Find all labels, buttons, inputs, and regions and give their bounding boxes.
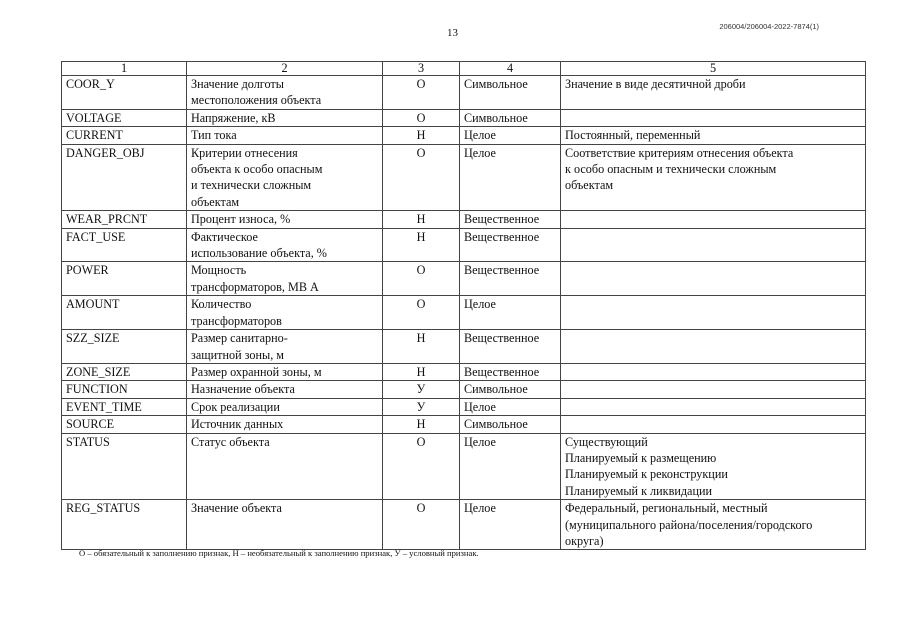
table-body bbox=[62, 76, 866, 550]
field-description-cell bbox=[187, 330, 383, 364]
values-cell bbox=[561, 416, 866, 433]
requirement-cell: О bbox=[383, 144, 460, 211]
values-cell bbox=[561, 296, 866, 330]
column-header: 1 bbox=[62, 62, 187, 76]
cell-line: использование объекта, % bbox=[191, 246, 327, 261]
cell-line: (муниципального района/поселения/городского bbox=[565, 517, 813, 532]
column-header: 3 bbox=[383, 62, 460, 76]
requirement-cell: У bbox=[383, 398, 460, 415]
field-description-cell bbox=[187, 416, 383, 433]
cell-line: Источник данных bbox=[191, 417, 284, 432]
field-description-cell bbox=[187, 144, 383, 211]
field-code-cell: DANGER_OBJ bbox=[62, 144, 187, 211]
field-description-cell bbox=[187, 363, 383, 380]
column-header: 5 bbox=[561, 62, 866, 76]
attributes-table bbox=[61, 61, 866, 550]
cell-line: Напряжение, кВ bbox=[191, 110, 276, 125]
requirement-cell: Н bbox=[383, 363, 460, 380]
cell-line: Фактическое bbox=[191, 229, 258, 244]
field-description-cell bbox=[187, 211, 383, 228]
values-cell bbox=[561, 144, 866, 211]
cell-line: Критерии отнесения bbox=[191, 145, 298, 160]
field-code-cell: VOLTAGE bbox=[62, 109, 187, 126]
values-cell bbox=[561, 109, 866, 126]
cell-line: Планируемый к размещению bbox=[565, 450, 717, 465]
data-type-cell: Символьное bbox=[460, 381, 561, 398]
cell-line: Размер санитарно- bbox=[191, 331, 288, 346]
field-code-cell: POWER bbox=[62, 262, 187, 296]
page-number: 13 bbox=[447, 27, 458, 39]
data-type-cell: Символьное bbox=[460, 109, 561, 126]
table-row bbox=[62, 500, 866, 550]
data-type-cell: Вещественное bbox=[460, 363, 561, 380]
cell-line: округа) bbox=[565, 533, 604, 548]
requirement-cell: Н bbox=[383, 127, 460, 144]
data-type-cell: Вещественное bbox=[460, 228, 561, 262]
data-type-cell: Символьное bbox=[460, 416, 561, 433]
data-type-cell: Символьное bbox=[460, 76, 561, 110]
cell-line: Размер охранной зоны, м bbox=[191, 364, 322, 379]
table-row bbox=[62, 228, 866, 262]
cell-line: Срок реализации bbox=[191, 399, 280, 414]
field-code-cell: FUNCTION bbox=[62, 381, 187, 398]
cell-line: Соответствие критериям отнесения объекта bbox=[565, 145, 794, 160]
values-cell bbox=[561, 363, 866, 380]
requirement-cell: О bbox=[383, 109, 460, 126]
values-cell bbox=[561, 228, 866, 262]
cell-line: Количество bbox=[191, 297, 252, 312]
values-cell bbox=[561, 262, 866, 296]
values-cell bbox=[561, 381, 866, 398]
data-type-cell: Вещественное bbox=[460, 330, 561, 364]
cell-line: местоположения объекта bbox=[191, 93, 322, 108]
requirement-cell: Н bbox=[383, 228, 460, 262]
column-header: 2 bbox=[187, 62, 383, 76]
field-description-cell bbox=[187, 228, 383, 262]
cell-line: Постоянный, переменный bbox=[565, 128, 701, 143]
requirement-cell: О bbox=[383, 500, 460, 550]
cell-line: трансформаторов, МВ А bbox=[191, 279, 319, 294]
cell-line: Существующий bbox=[565, 434, 648, 449]
field-code-cell: EVENT_TIME bbox=[62, 398, 187, 415]
data-type-cell: Целое bbox=[460, 500, 561, 550]
field-description-cell bbox=[187, 296, 383, 330]
field-description-cell bbox=[187, 76, 383, 110]
table-row bbox=[62, 109, 866, 126]
table-row bbox=[62, 416, 866, 433]
table-row bbox=[62, 381, 866, 398]
field-description-cell bbox=[187, 381, 383, 398]
cell-line: Тип тока bbox=[191, 128, 237, 143]
values-cell bbox=[561, 76, 866, 110]
values-cell bbox=[561, 127, 866, 144]
table-row bbox=[62, 262, 866, 296]
cell-line: Мощность bbox=[191, 263, 247, 278]
field-code-cell: AMOUNT bbox=[62, 296, 187, 330]
cell-line: Планируемый к ликвидации bbox=[565, 483, 713, 498]
data-type-cell: Целое bbox=[460, 296, 561, 330]
field-code-cell: FACT_USE bbox=[62, 228, 187, 262]
values-cell bbox=[561, 500, 866, 550]
field-description-cell bbox=[187, 500, 383, 550]
cell-line: объекта к особо опасным bbox=[191, 162, 323, 177]
table-header-row bbox=[62, 62, 866, 76]
data-type-cell: Целое bbox=[460, 398, 561, 415]
field-code-cell: ZONE_SIZE bbox=[62, 363, 187, 380]
values-cell bbox=[561, 211, 866, 228]
requirement-cell: У bbox=[383, 381, 460, 398]
cell-line: Значение объекта bbox=[191, 501, 282, 516]
cell-line: Планируемый к реконструкции bbox=[565, 467, 728, 482]
requirement-cell: О bbox=[383, 296, 460, 330]
table-row bbox=[62, 433, 866, 500]
field-description-cell bbox=[187, 109, 383, 126]
data-type-cell: Вещественное bbox=[460, 262, 561, 296]
table-row bbox=[62, 76, 866, 110]
data-type-cell: Целое bbox=[460, 433, 561, 500]
cell-line: объектам bbox=[191, 194, 240, 209]
document-id: 206004/206004-2022-7874(1) bbox=[719, 22, 819, 31]
table-row bbox=[62, 398, 866, 415]
field-code-cell: COOR_Y bbox=[62, 76, 187, 110]
data-type-cell: Целое bbox=[460, 127, 561, 144]
data-type-cell: Целое bbox=[460, 144, 561, 211]
requirement-cell: О bbox=[383, 76, 460, 110]
table-row bbox=[62, 211, 866, 228]
table-row bbox=[62, 330, 866, 364]
requirement-cell: Н bbox=[383, 330, 460, 364]
cell-line: объектам bbox=[565, 178, 614, 193]
requirement-cell: О bbox=[383, 433, 460, 500]
field-code-cell: SZZ_SIZE bbox=[62, 330, 187, 364]
cell-line: Значение долготы bbox=[191, 77, 284, 91]
requirement-cell: Н bbox=[383, 211, 460, 228]
column-header: 4 bbox=[460, 62, 561, 76]
field-code-cell: REG_STATUS bbox=[62, 500, 187, 550]
cell-line: Значение в виде десятичной дроби bbox=[565, 77, 746, 91]
table-row bbox=[62, 363, 866, 380]
values-cell bbox=[561, 398, 866, 415]
table-row bbox=[62, 144, 866, 211]
requirement-cell: О bbox=[383, 262, 460, 296]
cell-line: защитной зоны, м bbox=[191, 347, 284, 362]
cell-line: Процент износа, % bbox=[191, 212, 291, 227]
table-row bbox=[62, 127, 866, 144]
field-code-cell: STATUS bbox=[62, 433, 187, 500]
field-code-cell: WEAR_PRCNT bbox=[62, 211, 187, 228]
cell-line: Статус объекта bbox=[191, 434, 270, 449]
field-description-cell bbox=[187, 398, 383, 415]
requirement-cell: Н bbox=[383, 416, 460, 433]
footnote: О – обязательный к заполнению признак, Н – необязательный к заполнению признак, У – условный признак. bbox=[79, 548, 479, 558]
cell-line: и технически сложным bbox=[191, 178, 312, 193]
cell-line: Федеральный, региональный, местный bbox=[565, 501, 768, 516]
values-cell bbox=[561, 433, 866, 500]
cell-line: к особо опасным и технически сложным bbox=[565, 162, 777, 177]
cell-line: Назначение объекта bbox=[191, 382, 295, 397]
field-description-cell bbox=[187, 433, 383, 500]
cell-line: трансформаторов bbox=[191, 313, 282, 328]
data-type-cell: Вещественное bbox=[460, 211, 561, 228]
field-code-cell: CURRENT bbox=[62, 127, 187, 144]
field-description-cell bbox=[187, 262, 383, 296]
field-description-cell bbox=[187, 127, 383, 144]
values-cell bbox=[561, 330, 866, 364]
field-code-cell: SOURCE bbox=[62, 416, 187, 433]
table-row bbox=[62, 296, 866, 330]
